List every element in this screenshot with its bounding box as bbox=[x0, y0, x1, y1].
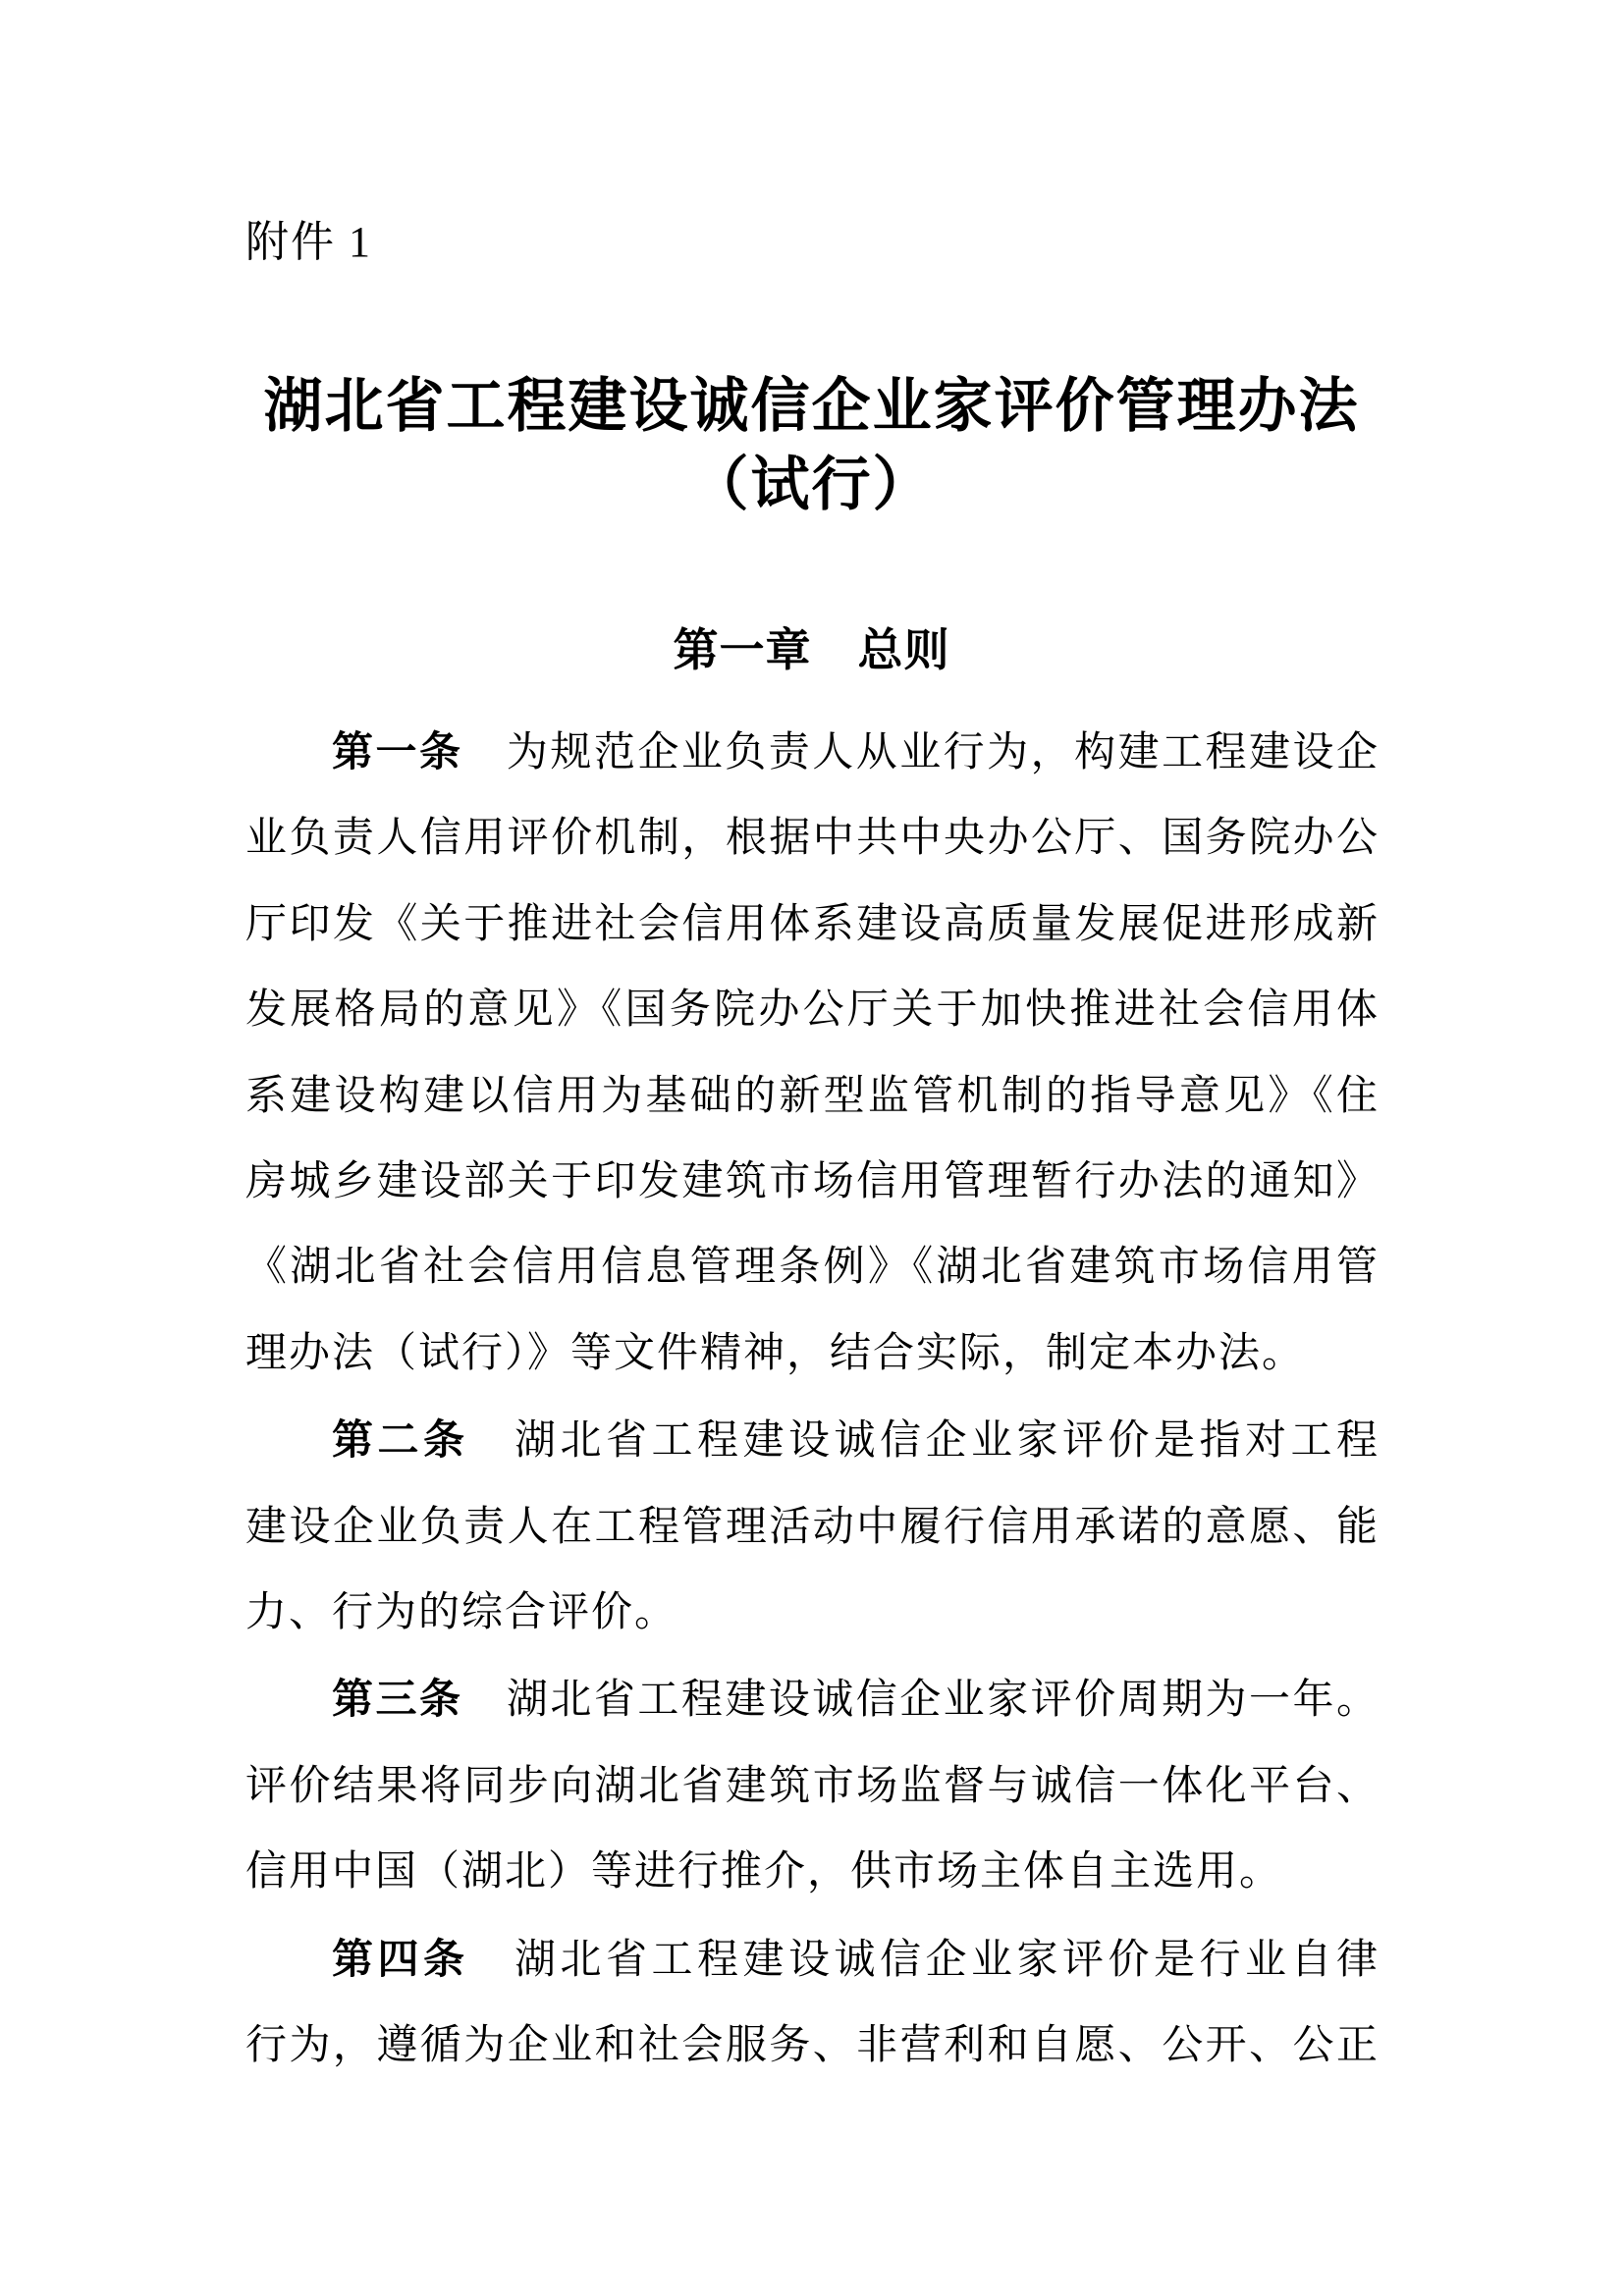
paragraph-line: 厅印发《关于推进社会信用体系建设高质量发展促进形成新 bbox=[245, 901, 1378, 947]
article-number-label: 第一条 bbox=[332, 728, 463, 774]
document-title bbox=[245, 367, 1378, 524]
paragraph-line: 第一条 为规范企业负责人从业行为，构建工程建设企 bbox=[332, 728, 1378, 775]
article-number-label: 第四条 bbox=[332, 1935, 469, 1982]
chapter-heading: 第一章 总则 bbox=[673, 624, 950, 675]
paragraph-line: 业负责人信用评价机制，根据中共中央办公厅、国务院办公 bbox=[245, 816, 1378, 862]
paragraph-line: 第四条 湖北省工程建设诚信企业家评价是行业自律 bbox=[332, 1935, 1378, 1983]
paragraph-line: 建设企业负责人在工程管理活动中履行信用承诺的意愿、能 bbox=[245, 1504, 1378, 1550]
paragraph-line: 评价结果将同步向湖北省建筑市场监督与诚信一体化平台、 bbox=[245, 1763, 1378, 1809]
paragraph-line: 发展格局的意见》《国务院办公厅关于加快推进社会信用体 bbox=[245, 988, 1378, 1034]
article-number-label: 第二条 bbox=[332, 1416, 469, 1464]
paragraph-line: 理办法（试行）》等文件精神，结合实际，制定本办法。 bbox=[245, 1330, 1306, 1376]
paragraph-line: 房城乡建设部关于印发建筑市场信用管理暂行办法的通知》 bbox=[245, 1159, 1378, 1205]
paragraph-line: 第二条 湖北省工程建设诚信企业家评价是指对工程 bbox=[332, 1416, 1378, 1465]
document-title-line2: （试行） bbox=[689, 452, 934, 517]
paragraph-line: 信用中国（湖北）等进行推介，供市场主体自主选用。 bbox=[245, 1849, 1283, 1896]
paragraph-line: 《湖北省社会信用信息管理条例》《湖北省建筑市场信用管 bbox=[245, 1245, 1378, 1291]
document-body bbox=[245, 709, 1378, 2090]
paragraph-line: 行为，遵循为企业和社会服务、非营利和自愿、公开、公正 bbox=[245, 2023, 1378, 2069]
article-number-label: 第三条 bbox=[332, 1676, 463, 1723]
document-title-line1: 湖北省工程建设诚信企业家评价管理办法 bbox=[263, 373, 1360, 439]
paragraph-line: 力、行为的综合评价。 bbox=[245, 1590, 678, 1636]
paragraph-line: 系建设构建以信用为基础的新型监管机制的指导意见》《住 bbox=[245, 1073, 1378, 1119]
attachment-label: 附件 1 bbox=[245, 218, 372, 266]
paragraph-line: 第三条 湖北省工程建设诚信企业家评价周期为一年。 bbox=[332, 1676, 1378, 1724]
